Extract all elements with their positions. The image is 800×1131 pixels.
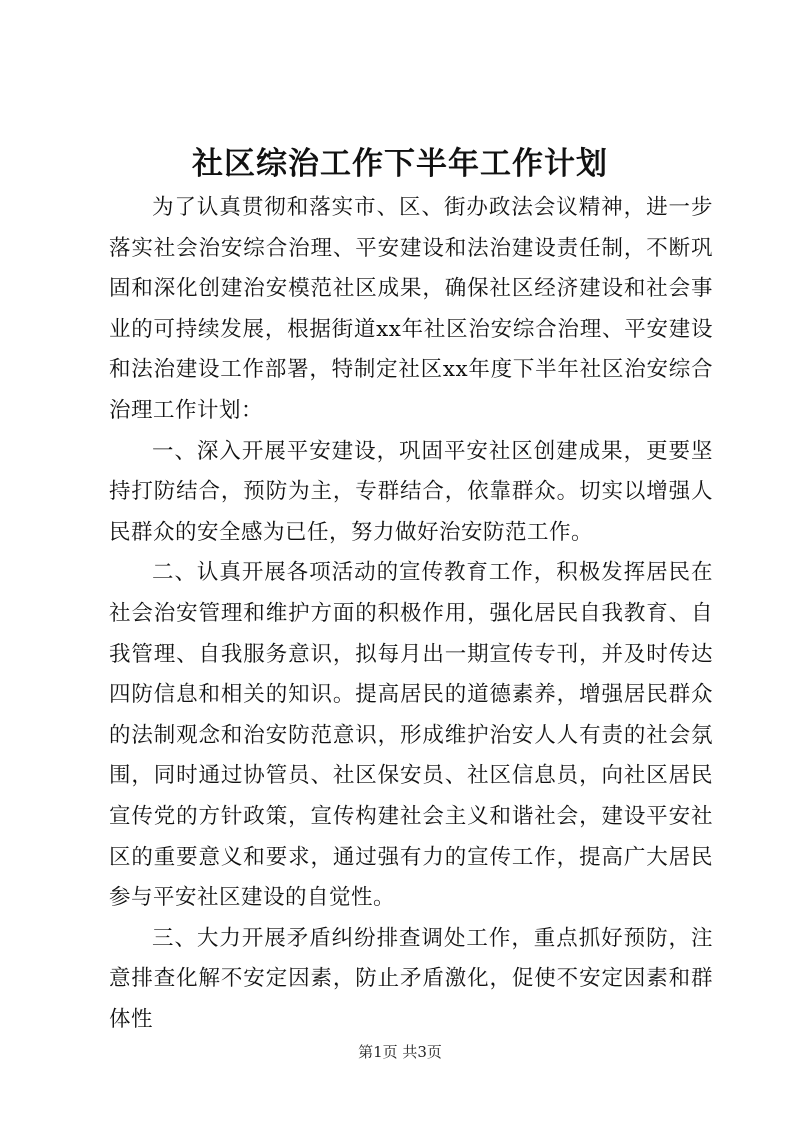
paragraph-item-3: 三、大力开展矛盾纠纷排查调处工作，重点抓好预防，注意排查化解不安定因素，防止矛盾激化，促使不安定因素和群体性 bbox=[109, 925, 713, 1032]
document-title: 社区综治工作下半年工作计划 bbox=[192, 146, 608, 182]
document-body bbox=[109, 188, 713, 1040]
page-number-footer: 第1页 共3页 bbox=[358, 1043, 442, 1061]
paragraph-item-1: 一、深入开展平安建设，巩固平安社区创建成果，更要坚持打防结合，预防为主，专群结合，依靠群众。切实以增强人民群众的安全感为已任，努力做好治安防范工作。 bbox=[109, 438, 713, 545]
paragraph-item-2: 二、认真开展各项活动的宣传教育工作，积极发挥居民在社会治安管理和维护方面的积极作用，强化居民自我教育、自我管理、自我服务意识，拟每月出一期宣传专刊，并及时传达四防信息和相关的知识。提高居民的道德素养，增强居民群众的法制观念和治安防范意识，形成维护治安人人有责的社会氛围，同时通过协管员、社区保安员、社区信息员，向社区居民宣传党的方针政策，宣传构建社会主义和谐社会，建设平安社区的重要意义和要求，通过强有力的宣传工作，提高广大居民参与平安社区建设的自觉性。 bbox=[109, 560, 713, 911]
paragraph-intro: 为了认真贯彻和落实市、区、街办政法会议精神，进一步落实社会治安综合治理、平安建设和法治建设责任制，不断巩固和深化创建治安模范社区成果，确保社区经济建设和社会事业的可持续发展，根据街道xx年社区治安综合治理、平安建设和法治建设工作部署，特制定社区xx年度下半年社区治安综合治理工作计划： bbox=[109, 195, 713, 423]
